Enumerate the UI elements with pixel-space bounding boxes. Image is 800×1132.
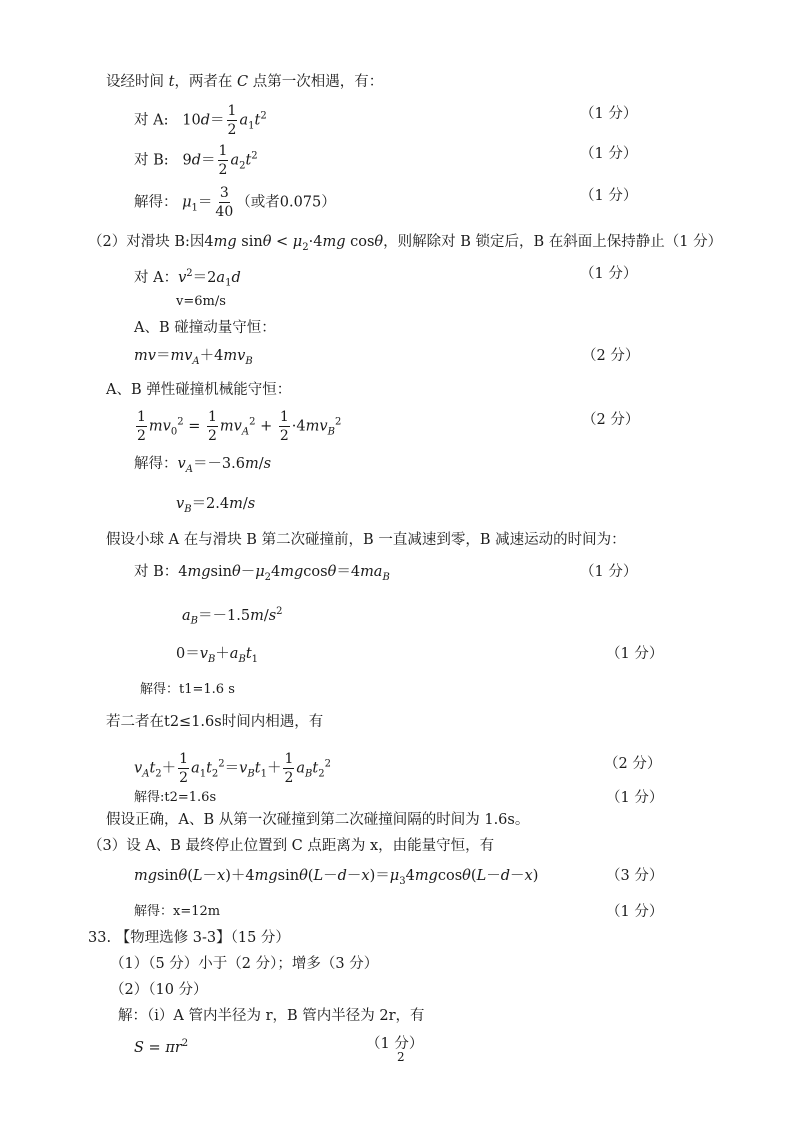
t2-result: 解得:t2=1.6s: [134, 790, 217, 805]
conclusion: 假设正确，A、B 从第一次碰撞到第二次碰撞间隔的时间为 1.6s。: [106, 812, 530, 828]
part2-heading: （2）对滑块 B:因4mg $\sin\theta < \mu_2\cdot 4mg$ cosθ，则解除对 B 锁定后，B 在斜面上保持静止（1 分）: [88, 234, 723, 253]
score-label: （1 分）: [606, 904, 664, 920]
score-label: （1 分）: [580, 188, 638, 204]
part1-intro: 设经时间 t，两者在 C 点第一次相遇，有：: [106, 74, 384, 90]
score-label: （1 分）: [580, 266, 638, 282]
momentum-title: A、B 碰撞动量守恒：: [134, 320, 276, 336]
score-label: （1 分）: [580, 564, 638, 580]
score-label: （1 分）: [606, 646, 664, 662]
x-result: 解得：x=12m: [134, 904, 221, 919]
part3-heading: （3）设 A、B 最终停止位置到 C 点距离为 x，由能量守恒，有: [88, 838, 495, 854]
eq-v-squared: 对 A：$v^2=2a_1d$: [134, 268, 241, 289]
score-label: （1 分）: [580, 106, 638, 122]
eq-forB-force: 对 B：$4mgsin\theta-\mu_24mgcos\theta=4ma_B$: [134, 564, 390, 583]
score-label: （1 分）: [580, 146, 638, 162]
eq-t1: $0=v_B+a_Bt_1$: [176, 646, 259, 665]
page-number: 2: [397, 1050, 405, 1064]
t1-result: 解得：t1=1.6 s: [140, 682, 235, 697]
aB-result: $a_B=-1.5m/s^2$: [182, 606, 283, 627]
meet-condition: 若二者在t2≤1.6s时间内相遇，有: [106, 714, 324, 730]
q33-sub2: （2）（10 分）: [110, 982, 208, 998]
v-result: v=6m/s: [176, 294, 226, 309]
score-label: （2 分）: [582, 348, 640, 364]
score-label: （2 分）: [604, 756, 662, 772]
q33-sub1: （1）（5 分）小于（2 分）；增多（3 分）: [110, 956, 379, 972]
eq-forA-distance: 对 A: 10d＝ $\frac{1}{2}$ $a_1t^2$: [134, 103, 267, 138]
assumption: 假设小球 A 在与滑块 B 第二次碰撞前，B 一直减速到零，B 减速运动的时间为：: [106, 532, 626, 548]
energy-title: A、B 弹性碰撞机械能守恒：: [106, 382, 292, 398]
eq-mu1-result: 解得： $\mu_1=$ $\frac{3}{40}$ （或者0.075）: [134, 185, 336, 220]
eq-forB-distance: 对 B: 9d＝ $\frac{1}{2}$ $a_2t^2$: [134, 143, 258, 178]
eq-energy-conservation: $mgsin\theta(L-x)+4mgsin\theta(L-d-x)=\mu_34mgcos\theta(L-d-x)$: [134, 868, 539, 887]
score-label: （3 分）: [606, 868, 664, 884]
q33-solution-intro: 解：（i）A 管内半径为 r，B 管内半径为 2r，有: [118, 1008, 425, 1024]
vA-result: 解得：$v_A=-3.6m/s$: [134, 456, 272, 475]
score-label: （2 分）: [582, 412, 640, 428]
vB-result: $v_B=2.4m/s$: [176, 496, 256, 515]
eq-energy: $\frac{1}{2}$ $mv_0^2$ = $\frac{1}{2}$ $mv_A^2$ + $\frac{1}{2}$ $\cdot 4mv_B^2$: [137, 409, 342, 444]
score-label: （1 分）: [606, 790, 664, 806]
eq-area: $S = \pi r^2$: [134, 1038, 189, 1056]
score-label: （1 分）: [366, 1036, 424, 1052]
eq-momentum: $mv=mv_A+4mv_B$: [134, 348, 253, 367]
eq-meet: $v_At_2+$ $\frac{1}{2}$ $a_1t_2^2=v_Bt_1+$ $\frac{1}{2}$ $a_Bt_2^2$: [134, 751, 331, 786]
q33-title: 33. 【物理选修 3-3】（15 分）: [88, 930, 290, 946]
